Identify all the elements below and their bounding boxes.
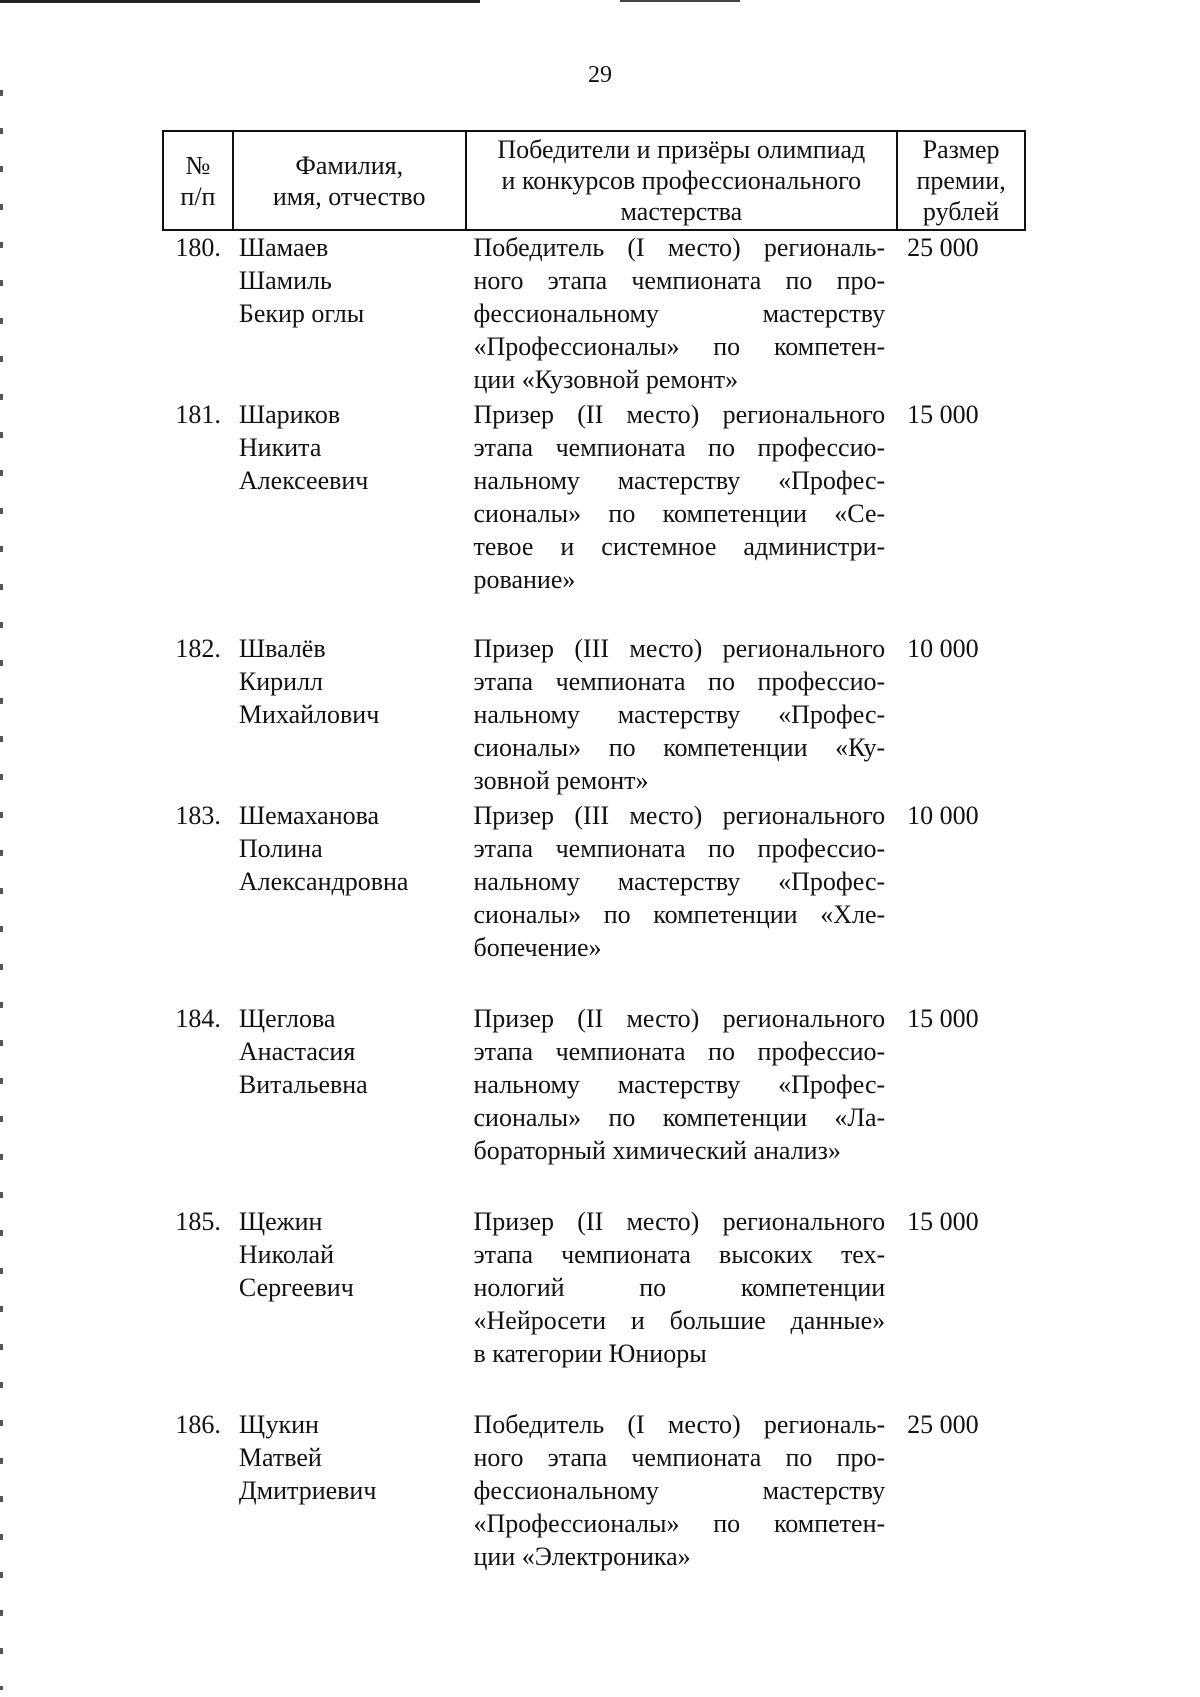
person-name-line: Щежин xyxy=(238,1207,323,1236)
description-line: рование» xyxy=(473,565,576,594)
prize-amount: 15 000 xyxy=(907,400,979,429)
description-line: нальному мастерству «Профес- xyxy=(473,700,886,729)
description-line: этапа чемпионата по профессио- xyxy=(473,1037,886,1066)
header-number-line: № xyxy=(185,150,211,180)
description-line: Призер (II место) регионального xyxy=(473,400,886,429)
achievement-description xyxy=(466,1205,898,1408)
table-row xyxy=(163,1002,1025,1205)
description-line: фессиональному мастерству xyxy=(473,1476,886,1505)
person-name-line: Дмитриевич xyxy=(238,1476,377,1505)
person-name xyxy=(233,398,466,632)
scan-artifact-left-edge xyxy=(0,90,3,1690)
description-line: ного этапа чемпионата по про- xyxy=(473,1443,886,1472)
row-number: 181. xyxy=(175,400,221,429)
header-name-line: Фамилия, xyxy=(295,150,404,180)
person-name xyxy=(233,230,466,398)
achievement-description xyxy=(466,1002,898,1205)
description-line: Призер (III место) регионального xyxy=(473,634,886,663)
person-name-line: Алексеевич xyxy=(238,466,369,495)
description-line: нологий по компетенции xyxy=(473,1273,886,1302)
description-line: зовной ремонт» xyxy=(473,766,649,795)
description-line: тевое и системное администри- xyxy=(473,532,886,561)
prize-amount: 15 000 xyxy=(907,1004,979,1033)
description-line: Победитель (I место) региональ- xyxy=(473,1410,886,1439)
person-name-line: Александровна xyxy=(238,867,409,896)
description-line: этапа чемпионата высоких тех- xyxy=(473,1240,886,1269)
description-line: нальному мастерству «Профес- xyxy=(473,1070,886,1099)
description-line: бопечение» xyxy=(473,933,602,962)
header-description-line: и конкурсов профессионального xyxy=(501,166,862,195)
table-row xyxy=(163,1408,1025,1611)
description-line: нальному мастерству «Профес- xyxy=(473,867,886,896)
description-line: Призер (II место) регионального xyxy=(473,1004,886,1033)
person-name-line: Щеглова xyxy=(238,1004,336,1033)
row-number: 184. xyxy=(175,1004,221,1033)
description-line: «Профессионалы» по компетен- xyxy=(473,1509,886,1538)
person-name-line: Сергеевич xyxy=(238,1273,354,1302)
prize-amount: 10 000 xyxy=(907,801,979,830)
person-name-line: Шамиль xyxy=(238,266,332,295)
table-body xyxy=(163,230,1025,1611)
person-name-line: Михайлович xyxy=(238,700,380,729)
description-line: Призер (II место) регионального xyxy=(473,1207,886,1236)
header-description xyxy=(466,131,898,230)
header-description-line: мастерства xyxy=(620,197,743,226)
person-name-line: Шамаев xyxy=(238,233,329,262)
header-name xyxy=(233,131,466,230)
header-name-line: имя, отчество xyxy=(272,181,426,211)
person-name-line: Анастасия xyxy=(238,1037,356,1066)
person-name xyxy=(233,1408,466,1611)
prize-amount: 10 000 xyxy=(907,634,979,663)
person-name xyxy=(233,1002,466,1205)
achievement-description xyxy=(466,230,898,398)
description-line: ции «Кузовной ремонт» xyxy=(473,365,739,394)
header-amount xyxy=(897,131,1025,230)
description-line: Победитель (I место) региональ- xyxy=(473,233,886,262)
description-line: этапа чемпионата по профессио- xyxy=(473,667,886,696)
table-row xyxy=(163,632,1025,799)
description-line: ции «Электроника» xyxy=(473,1542,691,1571)
table-row xyxy=(163,1205,1025,1408)
prize-table xyxy=(162,130,1026,1611)
person-name-line: Бекир оглы xyxy=(238,299,365,328)
achievement-description xyxy=(466,1408,898,1611)
person-name-line: Шемаханова xyxy=(238,801,380,830)
person-name-line: Шариков xyxy=(238,400,341,429)
description-line: сионалы» по компетенции «Хле- xyxy=(473,900,886,929)
row-number: 186. xyxy=(175,1410,221,1439)
person-name-line: Щукин xyxy=(238,1410,319,1439)
person-name xyxy=(233,1205,466,1408)
description-line: сионалы» по компетенции «Се- xyxy=(473,499,886,528)
row-number: 182. xyxy=(175,634,221,663)
prize-amount: 25 000 xyxy=(907,1410,979,1439)
table-row xyxy=(163,230,1025,398)
person-name xyxy=(233,799,466,1002)
header-number-line: п/п xyxy=(180,181,216,211)
description-line: этапа чемпионата по профессио- xyxy=(473,433,886,462)
prize-amount: 25 000 xyxy=(907,233,979,262)
page-number: 29 xyxy=(588,62,612,88)
row-number: 185. xyxy=(175,1207,221,1236)
scan-artifact-top-line-2 xyxy=(620,0,740,2)
description-line: в категории Юниоры xyxy=(473,1339,707,1368)
description-line: бораторный химический анализ» xyxy=(473,1136,841,1165)
row-number: 180. xyxy=(175,233,221,262)
person-name-line: Матвей xyxy=(238,1443,322,1472)
description-line: Призер (III место) регионального xyxy=(473,801,886,830)
person-name xyxy=(233,632,466,799)
table-row xyxy=(163,398,1025,632)
header-number xyxy=(163,131,233,230)
achievement-description xyxy=(466,799,898,1002)
description-line: «Профессионалы» по компетен- xyxy=(473,332,886,361)
person-name-line: Полина xyxy=(238,834,323,863)
person-name-line: Николай xyxy=(238,1240,334,1269)
description-line: «Нейросети и большие данные» xyxy=(473,1306,886,1335)
person-name-line: Витальевна xyxy=(238,1070,368,1099)
description-line: ного этапа чемпионата по про- xyxy=(473,266,886,295)
row-number: 183. xyxy=(175,801,221,830)
table-row xyxy=(163,799,1025,1002)
person-name-line: Никита xyxy=(238,433,322,462)
achievement-description xyxy=(466,398,898,632)
person-name-line: Швалёв xyxy=(238,634,326,663)
description-line: нальному мастерству «Профес- xyxy=(473,466,886,495)
description-line: сионалы» по компетенции «Ку- xyxy=(473,733,886,762)
achievement-description xyxy=(466,632,898,799)
description-line: сионалы» по компетенции «Ла- xyxy=(473,1103,886,1132)
scan-artifact-top-line xyxy=(0,0,480,3)
header-description-line: Победители и призёры олимпиад xyxy=(497,135,866,164)
prize-amount: 15 000 xyxy=(907,1207,979,1236)
description-line: фессиональному мастерству xyxy=(473,299,886,328)
description-line: этапа чемпионата по профессио- xyxy=(473,834,886,863)
header-amount-line: премии, xyxy=(916,166,1006,195)
header-amount-line: рублей xyxy=(922,197,1000,226)
table-header-row xyxy=(163,131,1025,230)
header-amount-line: Размер xyxy=(922,135,1000,164)
person-name-line: Кирилл xyxy=(238,667,324,696)
